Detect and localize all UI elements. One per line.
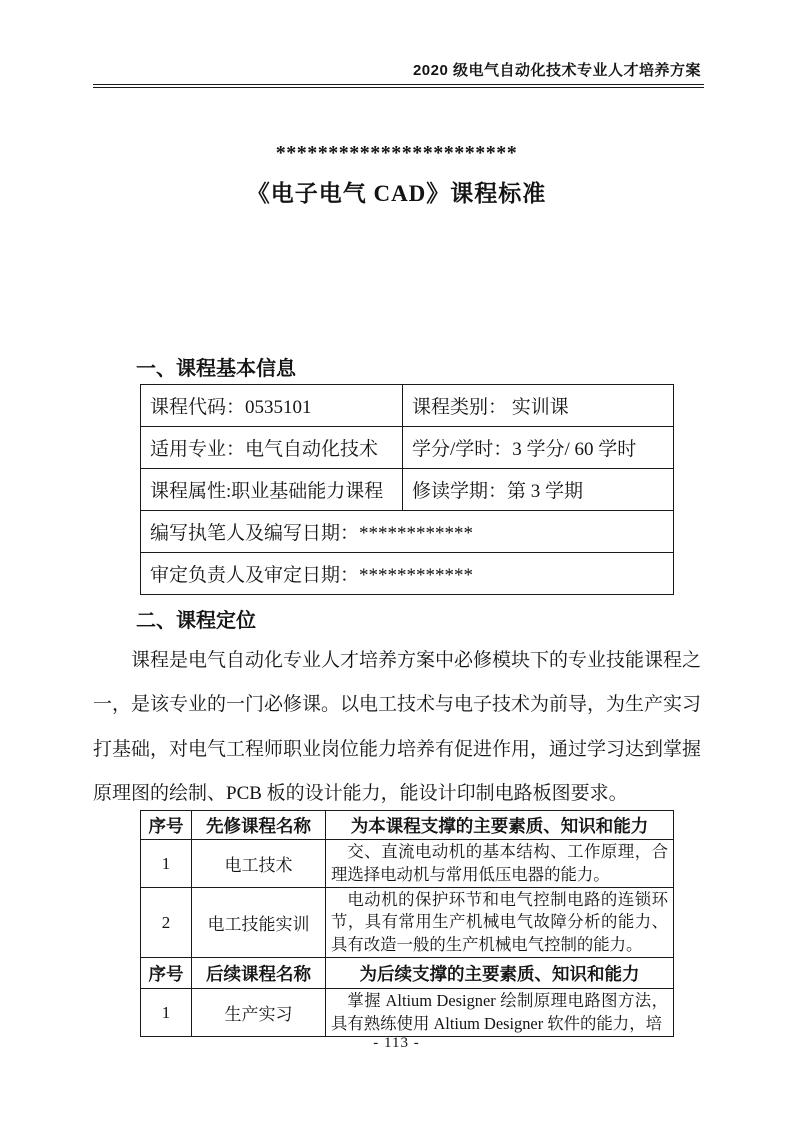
header-prereq-name: 先修课程名称 <box>192 811 326 840</box>
header-no: 序号 <box>141 811 192 840</box>
section-heading-course-position: 二、课程定位 <box>136 610 256 632</box>
cell-course-desc: 掌握 Altium Designer 绘制原理电路图方法，具有熟练使用 Altium Designer 软件的能力，培 <box>326 989 674 1037</box>
asterisk-separator: *********************** <box>275 142 518 164</box>
header-prereq-desc: 为本课程支撑的主要素质、知识和能力 <box>326 811 674 840</box>
cell-author-date: 编写执笔人及编写日期：************ <box>141 511 674 553</box>
table-row <box>141 840 674 888</box>
cell-no: 1 <box>141 989 192 1037</box>
cell-reviewer-date: 审定负责人及审定日期：************ <box>141 553 674 595</box>
cell-semester: 修读学期：第 3 学期 <box>403 469 674 511</box>
table-row <box>141 553 674 595</box>
cell-course-desc: 交、直流电动机的基本结构、工作原理，合理选择电动机与常用低压电器的能力。 <box>326 840 674 888</box>
cell-no: 1 <box>141 840 192 888</box>
course-position-paragraph: 课程是电气自动化专业人才培养方案中必修模块下的专业技能课程之一，是该专业的一门必修课。以电工技术与电子技术为前导，为生产实习打基础，对电气工程师职业岗位能力培养有促进作用，通过学习达到掌握原理图的绘制、PCB 板的设计能力，能设计印制电路板图要求。 <box>93 650 702 804</box>
page-header-text: 2020 级电气自动化技术专业人才培养方案 <box>412 62 701 79</box>
document-title: 《电子电气 CAD》课程标准 <box>246 181 547 206</box>
page-number: - 113 - <box>373 1035 420 1051</box>
cell-course-type: 课程类别： 实训课 <box>403 385 674 427</box>
cell-course-name: 电工技能实训 <box>192 888 326 958</box>
header-no: 序号 <box>141 958 192 989</box>
header-followup-desc: 为后续支撑的主要素质、知识和能力 <box>326 958 674 989</box>
cell-course-code: 课程代码：0535101 <box>141 385 403 427</box>
table-row <box>141 989 674 1037</box>
cell-course-desc: 电动机的保护环节和电气控制电路的连锁环节，具有常用生产机械电气故障分析的能力、具有改造一般的生产机械电气控制的能力。 <box>326 888 674 958</box>
table-row <box>141 385 674 427</box>
cell-course-attribute: 课程属性:职业基础能力课程 <box>141 469 403 511</box>
followup-header-row <box>141 958 674 989</box>
cell-no: 2 <box>141 888 192 958</box>
cell-applicable-major: 适用专业：电气自动化技术 <box>141 427 403 469</box>
table-row <box>141 888 674 958</box>
cell-credits-hours: 学分/学时：3 学分/ 60 学时 <box>403 427 674 469</box>
table-row <box>141 511 674 553</box>
prereq-header-row <box>141 811 674 840</box>
related-courses-table <box>140 810 674 1037</box>
cell-course-name: 生产实习 <box>192 989 326 1037</box>
header-followup-name: 后续课程名称 <box>192 958 326 989</box>
page-header-rule <box>93 84 704 88</box>
basic-info-table <box>140 384 674 595</box>
cell-course-name: 电工技术 <box>192 840 326 888</box>
section-heading-basic-info: 一、课程基本信息 <box>136 358 296 380</box>
table-row <box>141 469 674 511</box>
table-row <box>141 427 674 469</box>
